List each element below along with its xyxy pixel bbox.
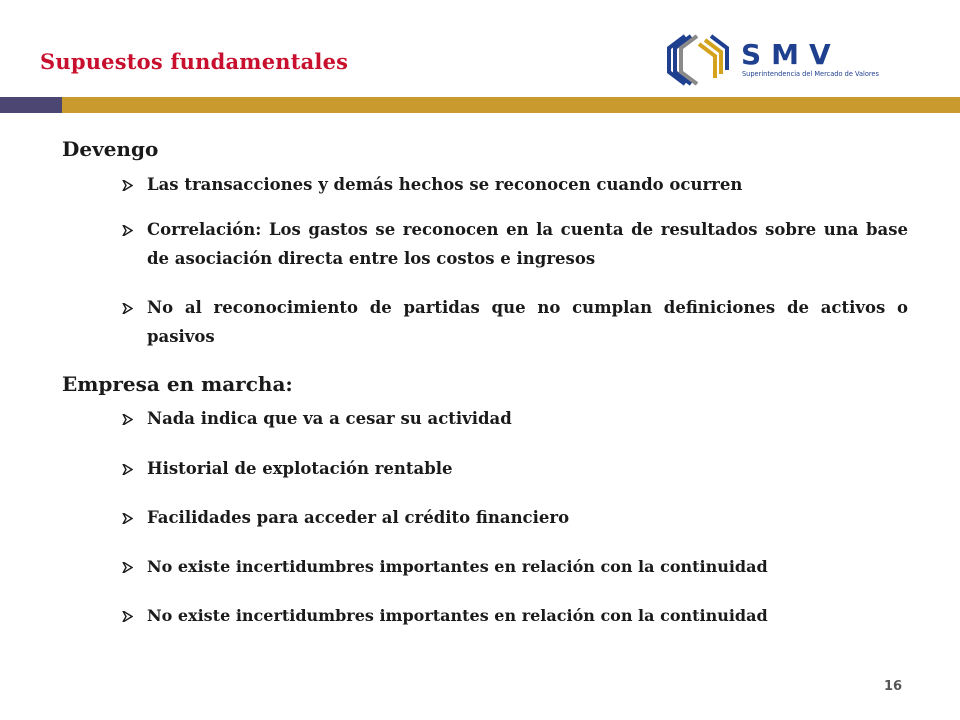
header-bar-dark: [0, 97, 62, 113]
list-item: No existe incertidumbres importantes en relación con la continuidad: [122, 601, 908, 630]
arrow-bullet-icon: [122, 611, 133, 622]
section-heading-devengo: Devengo: [62, 137, 159, 161]
header-bar-gold: [62, 97, 960, 113]
arrow-bullet-icon: [122, 414, 133, 425]
list-item: Correlación: Los gastos se reconocen en la cuenta de resultados sobre una base de asociación directa entre los costos e ingresos: [122, 215, 908, 273]
arrow-bullet-icon: [122, 225, 133, 236]
arrow-bullet-icon: [122, 303, 133, 314]
arrow-bullet-icon: [122, 562, 133, 573]
list-item: Nada indica que va a cesar su actividad: [122, 404, 908, 433]
list-item: No al reconocimiento de partidas que no cumplan definiciones de activos o pasivos: [122, 293, 908, 351]
arrow-bullet-icon: [122, 513, 133, 524]
smv-emblem-icon: [669, 36, 727, 84]
slide-title: Supuestos fundamentales: [40, 49, 349, 74]
arrow-bullet-icon: [122, 180, 133, 191]
arrow-bullet-icon: [122, 464, 133, 475]
smv-logo-subtitle: Superintendencia del Mercado de Valores: [742, 70, 879, 78]
list-item: Las transacciones y demás hechos se reconocen cuando ocurren: [122, 170, 908, 199]
section-heading-empresa-en-marcha: Empresa en marcha:: [62, 372, 293, 396]
smv-logo-text: SMV: [741, 38, 841, 71]
list-item: Historial de explotación rentable: [122, 454, 908, 483]
page-number: 16: [884, 679, 903, 694]
list-item: No existe incertidumbres importantes en relación con la continuidad: [122, 552, 908, 581]
smv-logo: [655, 30, 905, 90]
list-item: Facilidades para acceder al crédito financiero: [122, 503, 908, 532]
